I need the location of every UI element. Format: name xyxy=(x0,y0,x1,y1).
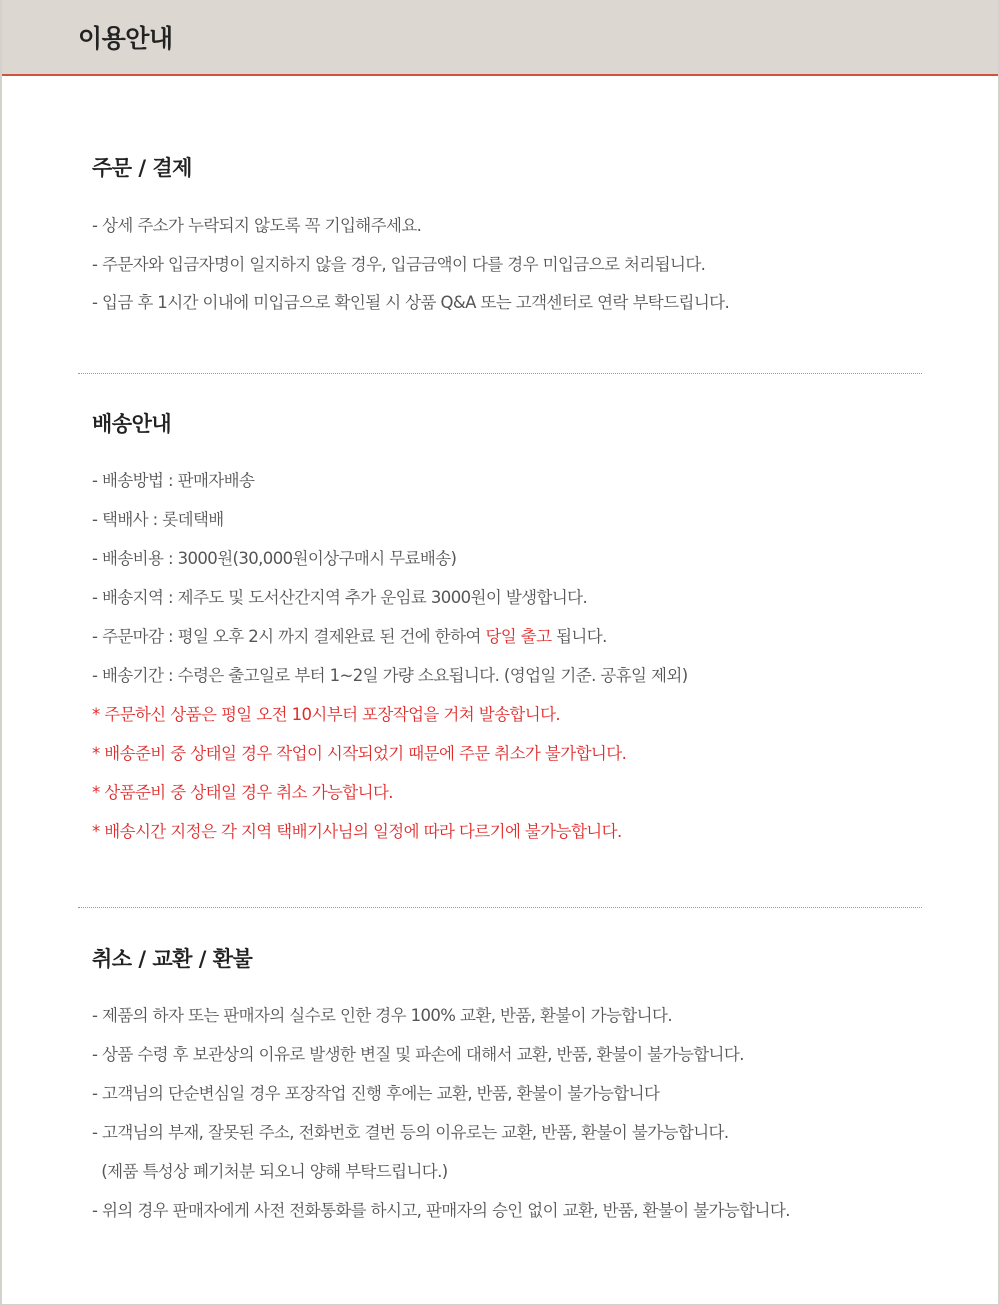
list-item: - 배송비용 : 3000원(30,000원이상구매시 무료배송) xyxy=(92,549,457,568)
same-day-shipping-highlight: 당일 출고 xyxy=(485,627,552,646)
list-item: - 상품 수령 후 보관상의 이유로 발생한 변질 및 파손에 대해서 교환, 반품, 환불이 불가능합니다. xyxy=(92,1045,744,1064)
list-item: - 주문자와 입금자명이 일지하지 않을 경우, 입금금액이 다를 경우 미입금으로 처리됩니다. xyxy=(92,254,706,274)
notice-item: * 상품준비 중 상태일 경우 취소 가능합니다. xyxy=(92,783,393,802)
order-payment-list xyxy=(92,216,918,313)
shipping-title: 배송안내 xyxy=(92,412,172,436)
list-item: - 배송방법 : 판매자배송 xyxy=(92,471,255,490)
section-divider xyxy=(78,907,922,908)
page-title: 이용안내 xyxy=(78,24,173,53)
list-item: - 배송기간 : 수령은 출고일로 부터 1~2일 가량 소요됩니다. (영업일 기준. 공휴일 제외) xyxy=(92,666,688,685)
notice-item: * 주문하신 상품은 평일 오전 10시부터 포장작업을 거쳐 발송합니다. xyxy=(92,705,561,724)
cancel-exchange-refund-title: 취소 / 교환 / 환불 xyxy=(92,947,253,971)
list-item: - 택배사 : 롯데택배 xyxy=(92,510,224,529)
list-item: - 위의 경우 판매자에게 사전 전화통화를 하시고, 판매자의 승인 없이 교환, 반품, 환불이 불가능합니다. xyxy=(92,1201,790,1220)
shipping-section xyxy=(92,408,918,861)
shipping-list xyxy=(92,471,918,842)
list-item: - 고객님의 부재, 잘못된 주소, 전화번호 결번 등의 이유로는 교환, 반품, 환불이 불가능합니다. xyxy=(92,1123,729,1142)
order-deadline-item xyxy=(92,627,918,647)
order-payment-title: 주문 / 결제 xyxy=(92,156,192,180)
list-item: - 제품의 하자 또는 판매자의 실수로 인한 경우 100% 교환, 반품, 환불이 가능합니다. xyxy=(92,1006,672,1025)
list-item: - 배송지역 : 제주도 및 도서산간지역 추가 운임료 3000원이 발생합니다. xyxy=(92,588,588,607)
section-divider xyxy=(78,373,922,374)
deadline-suffix: 됩니다. xyxy=(551,627,607,646)
deadline-prefix: - 주문마감 : 평일 오후 2시 까지 결제완료 된 건에 한하여 xyxy=(92,627,486,646)
notice-item: * 배송시간 지정은 각 지역 택배기사님의 일정에 따라 다르기에 불가능합니다. xyxy=(92,822,622,841)
order-payment-section xyxy=(92,152,918,332)
list-item: - 고객님의 단순변심일 경우 포장작업 진행 후에는 교환, 반품, 환불이 불가능합니다 xyxy=(92,1084,660,1103)
list-item: (제품 특성상 폐기처분 되오니 양해 부탁드립니다.) xyxy=(92,1162,448,1181)
cancel-exchange-refund-section xyxy=(92,943,918,1240)
cancel-exchange-refund-list xyxy=(92,1006,918,1221)
notice-item: * 배송준비 중 상태일 경우 작업이 시작되었기 때문에 주문 취소가 불가합니다. xyxy=(92,744,627,763)
list-item: - 입금 후 1시간 이내에 미입금으로 확인될 시 상품 Q&A 또는 고객센터로 연락 부탁드립니다. xyxy=(92,293,730,312)
list-item: - 상세 주소가 누락되지 않도록 꼭 기입해주세요. xyxy=(92,216,422,235)
header-bar xyxy=(2,0,998,76)
